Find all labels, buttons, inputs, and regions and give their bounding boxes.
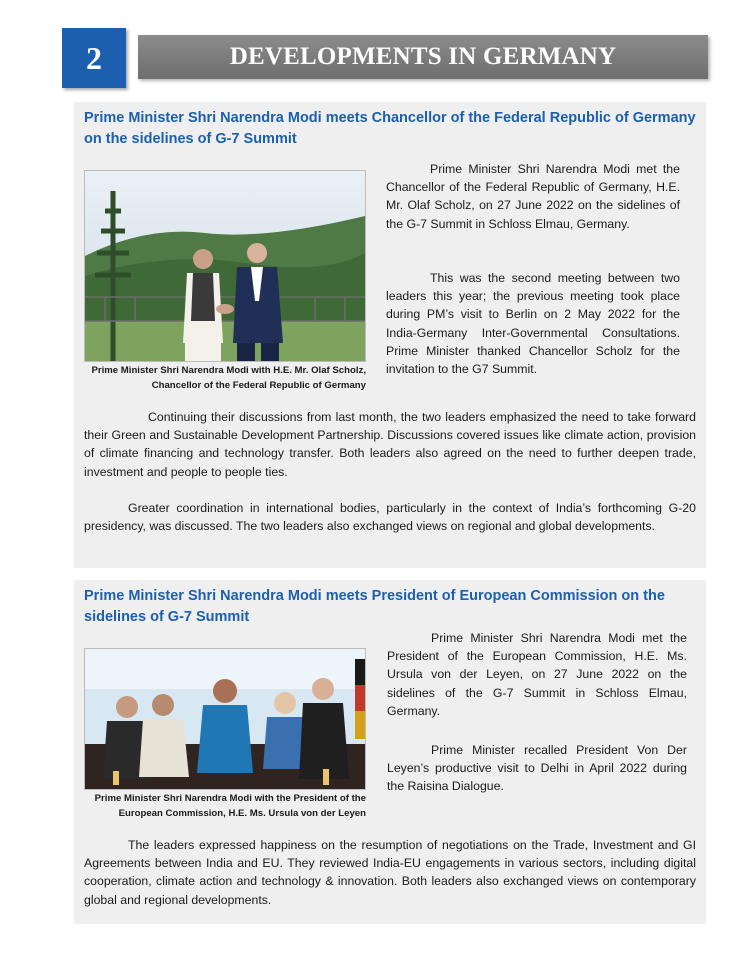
paragraph: The leaders expressed happiness on the resumption of negotiations on the Trade, Investment and GI Agreements between India and EU. They reviewed India-EU engagements in various sectors, including digital cooperation, climate action and technology & innovation. Both leaders also exchanged views on contemporary global and regional developments. — [84, 838, 696, 907]
photo-caption: Prime Minister Shri Narendra Modi with H.E. Mr. Olaf Scholz, Chancellor of the Federal Republic of Germany — [91, 365, 366, 391]
photo-modi-scholz — [84, 170, 366, 362]
paragraph: This was the second meeting between two leaders this year; the previous meeting took place during PM’s visit to Berlin on 2 May 2022 for the India-Germany Inter-Governmental Consultations. Prime Minister thanked Chancellor Scholz for the invitation to the G7 Summit. — [386, 271, 680, 377]
paragraph: Prime Minister recalled President Von Der Leyen’s productive visit to Delhi in April 2022 during the Raisina Dialogue. — [387, 743, 687, 794]
chapter-title: DEVELOPMENTS IN GERMANY — [138, 35, 708, 79]
photo-modi-von-der-leyen — [84, 648, 366, 790]
paragraph: Prime Minister Shri Narendra Modi met the Chancellor of the Federal Republic of Germany, H.E. Mr. Olaf Scholz, on 27 June 2022 on the sidelines of the G-7 Summit in Schloss Elmau, Germany. — [386, 162, 680, 231]
section-title: Prime Minister Shri Narendra Modi meets President of European Commission on the sidelines of G-7 Summit — [84, 588, 665, 625]
section-title: Prime Minister Shri Narendra Modi meets Chancellor of the Federal Republic of Germany on the sidelines of G-7 Summit — [84, 110, 696, 147]
section-germany-chancellor — [74, 102, 706, 568]
section-european-commission — [74, 580, 706, 924]
chapter-number: 2 — [62, 28, 126, 88]
photo-caption: Prime Minister Shri Narendra Modi with the President of the European Commission, H.E. Ms. Ursula von der Leyen — [94, 793, 366, 819]
paragraph: Continuing their discussions from last month, the two leaders emphasized the need to take forward their Green and Sustainable Development Partnership. Discussions covered issues like climate action, provision of climate financing and technology transfer. Both leaders also agreed on the need to further deepen trade, investment and people to people ties. — [84, 410, 696, 479]
paragraph: Greater coordination in international bodies, particularly in the context of India’s forthcoming G-20 presidency, was discussed. The two leaders also exchanged views on regional and global developments. — [84, 501, 696, 534]
paragraph: Prime Minister Shri Narendra Modi met the President of the European Commission, H.E. Ms. Ursula von der Leyen, on 27 June 2022 on the sidelines of the G-7 Summit in Schloss Elmau, Germany. — [387, 631, 687, 718]
